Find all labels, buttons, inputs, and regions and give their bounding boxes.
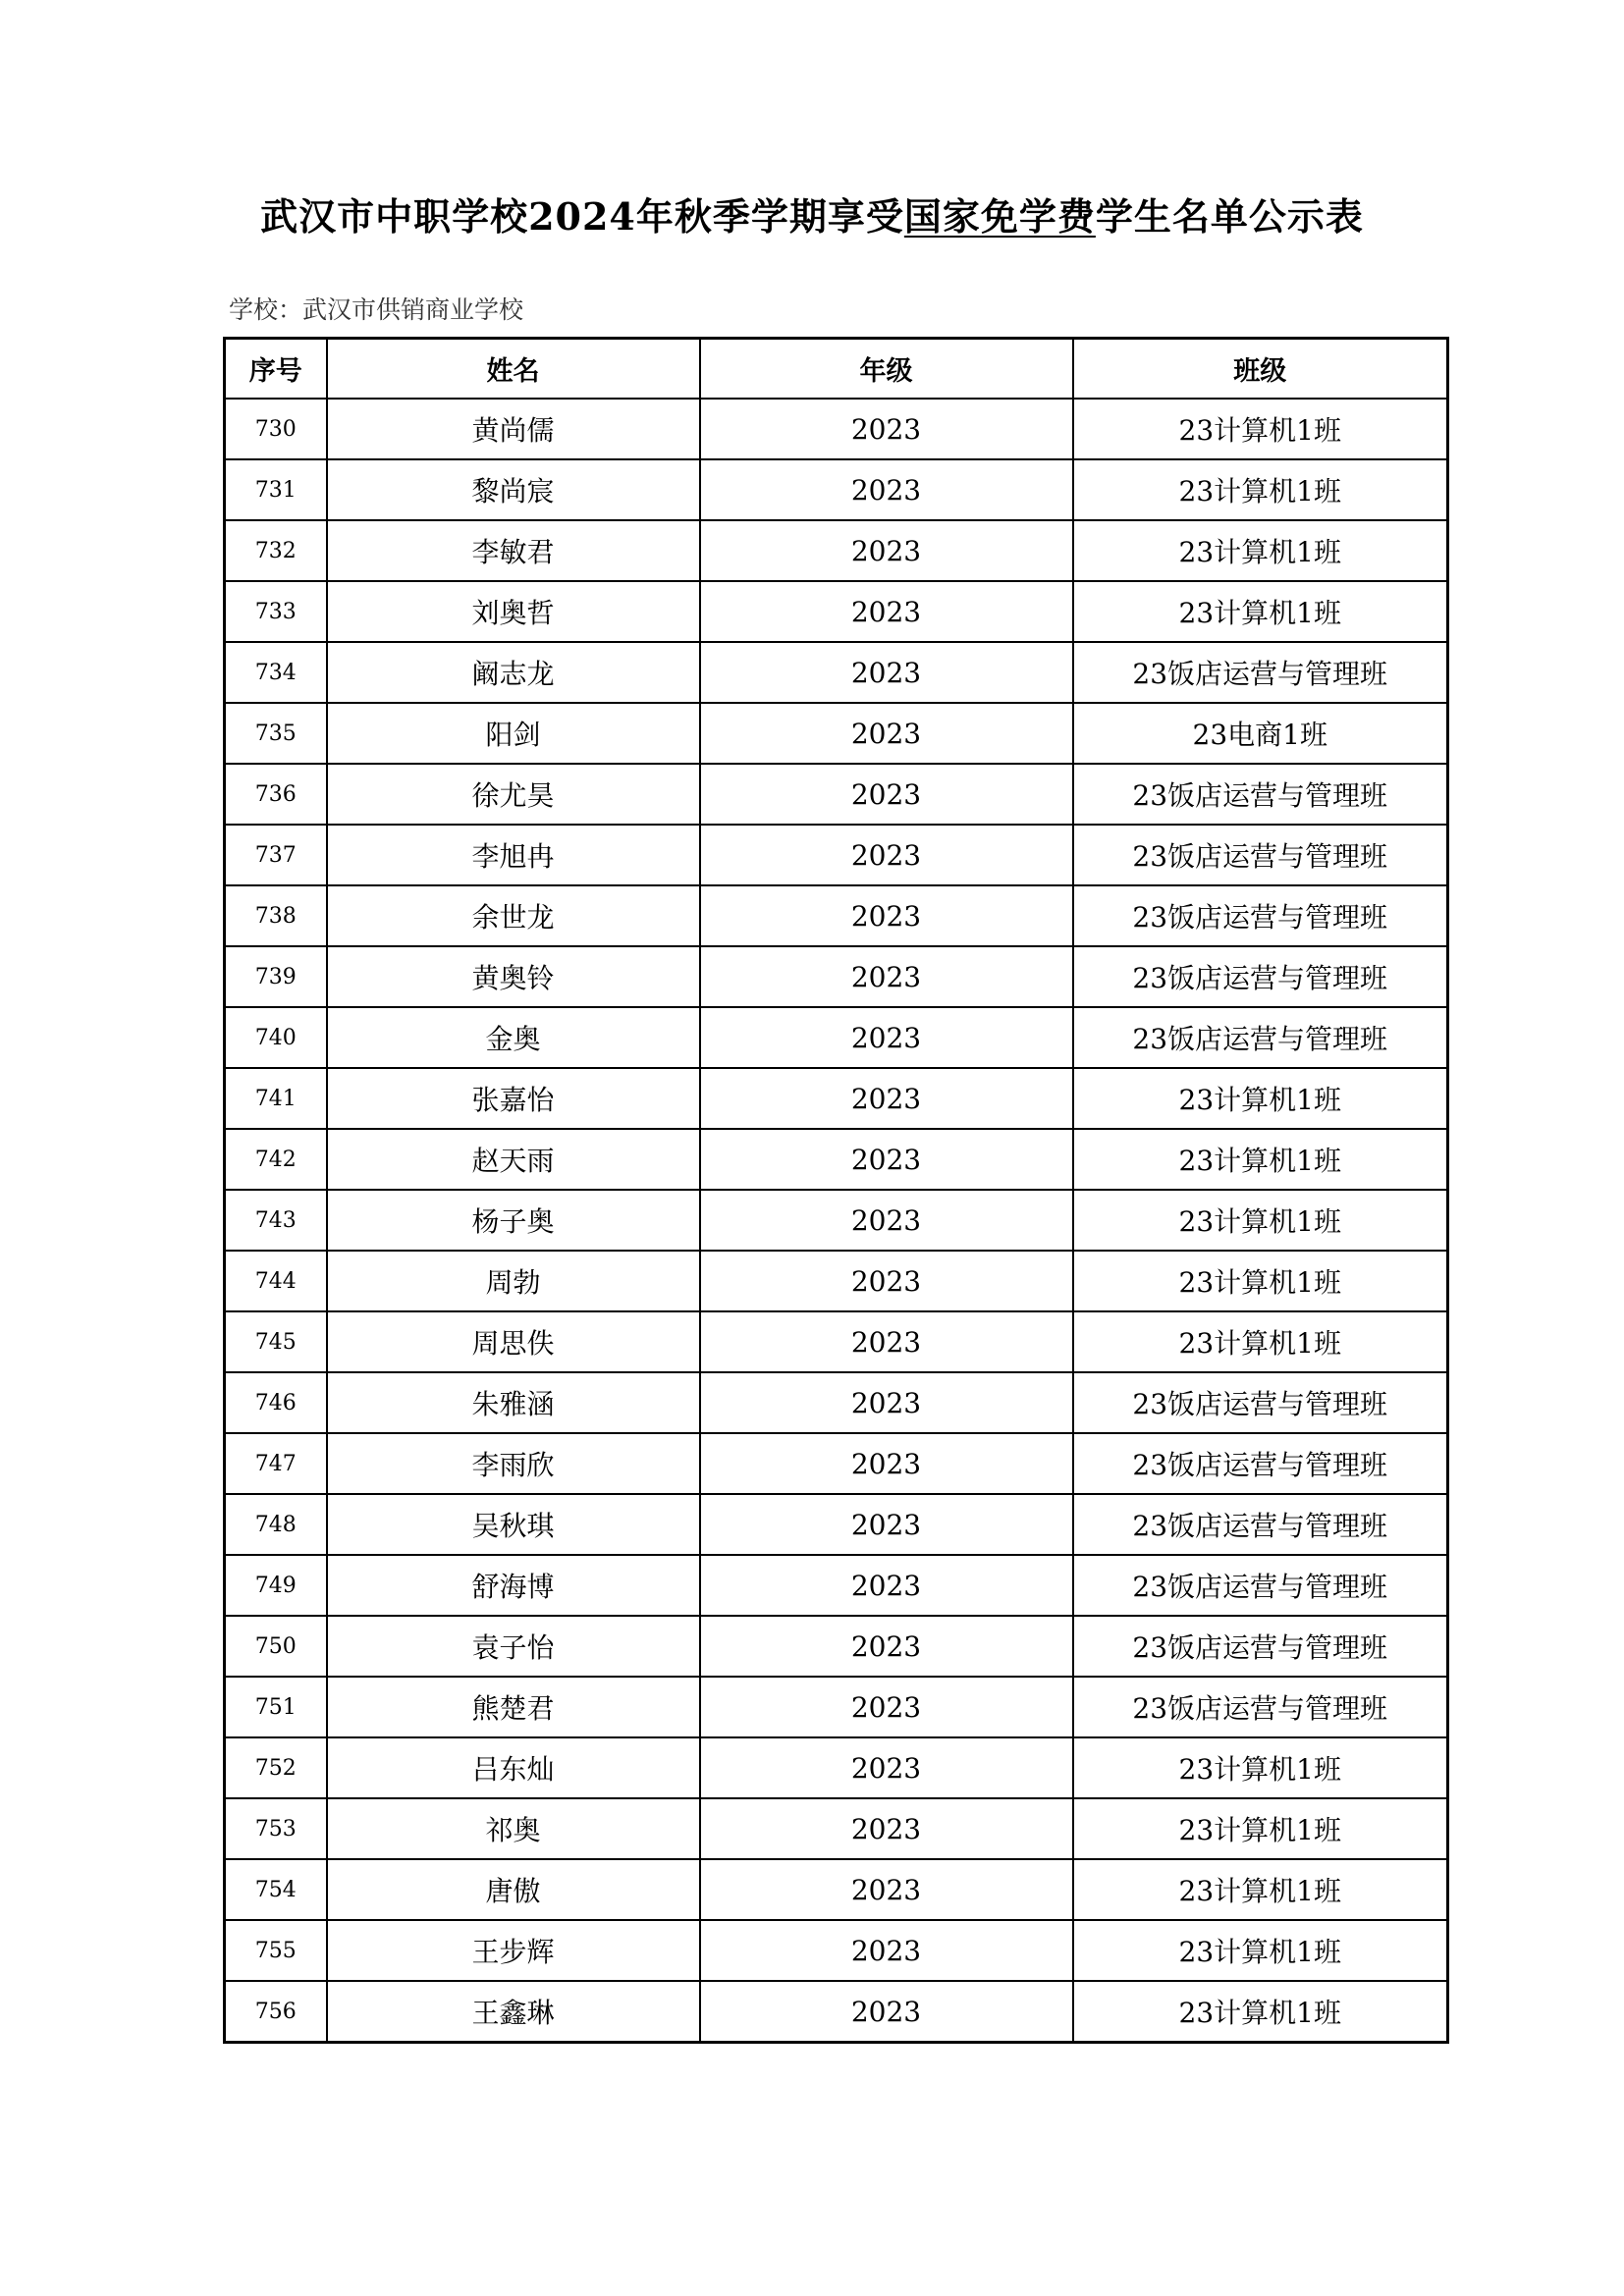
cell-serial-number: 750 [225,1616,327,1677]
cell-student-name: 阚志龙 [327,642,700,703]
table-row [225,1798,1448,1859]
cell-serial-number: 741 [225,1068,327,1129]
cell-serial-number: 748 [225,1494,327,1555]
cell-grade: 2023 [700,1677,1073,1737]
cell-serial-number: 737 [225,825,327,885]
cell-grade: 2023 [700,581,1073,642]
cell-grade: 2023 [700,1494,1073,1555]
cell-student-name: 阳剑 [327,703,700,764]
cell-grade: 2023 [700,459,1073,520]
cell-student-name: 熊楚君 [327,1677,700,1737]
table-row [225,1737,1448,1798]
cell-grade: 2023 [700,764,1073,825]
cell-class: 23饭店运营与管理班 [1073,825,1448,885]
table-row [225,1372,1448,1433]
school-line [229,291,523,326]
cell-grade: 2023 [700,1068,1073,1129]
cell-class: 23计算机1班 [1073,1190,1448,1251]
table-row [225,1068,1448,1129]
cell-student-name: 李敏君 [327,520,700,581]
cell-serial-number: 742 [225,1129,327,1190]
cell-grade: 2023 [700,520,1073,581]
table-row [225,885,1448,946]
cell-student-name: 周勃 [327,1251,700,1311]
cell-student-name: 周思佚 [327,1311,700,1372]
title-highlight: 国家免学费 [903,194,1096,239]
table-row [225,1311,1448,1372]
header-grade: 年级 [700,339,1073,400]
cell-class: 23饭店运营与管理班 [1073,1494,1448,1555]
cell-serial-number: 756 [225,1981,327,2043]
table-row [225,1129,1448,1190]
table-row [225,459,1448,520]
cell-serial-number: 735 [225,703,327,764]
cell-student-name: 黄尚儒 [327,399,700,459]
table-header-row [225,339,1448,400]
cell-student-name: 袁子怡 [327,1616,700,1677]
cell-grade: 2023 [700,1920,1073,1981]
cell-class: 23计算机1班 [1073,459,1448,520]
cell-student-name: 张嘉怡 [327,1068,700,1129]
cell-grade: 2023 [700,1372,1073,1433]
cell-student-name: 王步辉 [327,1920,700,1981]
cell-grade: 2023 [700,1190,1073,1251]
cell-student-name: 刘奥哲 [327,581,700,642]
cell-student-name: 唐傲 [327,1859,700,1920]
cell-class: 23计算机1班 [1073,520,1448,581]
cell-class: 23计算机1班 [1073,1737,1448,1798]
cell-class: 23饭店运营与管理班 [1073,642,1448,703]
table-row [225,1677,1448,1737]
cell-student-name: 余世龙 [327,885,700,946]
table-row [225,1920,1448,1981]
cell-serial-number: 733 [225,581,327,642]
table-row [225,520,1448,581]
table-row [225,1616,1448,1677]
cell-serial-number: 753 [225,1798,327,1859]
cell-student-name: 吕东灿 [327,1737,700,1798]
cell-class: 23饭店运营与管理班 [1073,1007,1448,1068]
cell-class: 23计算机1班 [1073,399,1448,459]
cell-grade: 2023 [700,1555,1073,1616]
table-row [225,825,1448,885]
cell-class: 23饭店运营与管理班 [1073,1555,1448,1616]
cell-serial-number: 747 [225,1433,327,1494]
cell-class: 23饭店运营与管理班 [1073,1616,1448,1677]
cell-class: 23计算机1班 [1073,1129,1448,1190]
cell-student-name: 李旭冉 [327,825,700,885]
cell-serial-number: 746 [225,1372,327,1433]
table-row [225,703,1448,764]
cell-class: 23饭店运营与管理班 [1073,1677,1448,1737]
cell-student-name: 徐尤昊 [327,764,700,825]
cell-grade: 2023 [700,642,1073,703]
cell-serial-number: 730 [225,399,327,459]
header-name: 姓名 [327,339,700,400]
cell-student-name: 金奥 [327,1007,700,1068]
school-label: 学校： [229,295,303,324]
title-suffix: 学生名单公示表 [1095,194,1364,239]
table-row [225,1433,1448,1494]
table-body [225,399,1448,2043]
table-row [225,1555,1448,1616]
cell-serial-number: 736 [225,764,327,825]
cell-serial-number: 740 [225,1007,327,1068]
cell-grade: 2023 [700,1859,1073,1920]
table-row [225,764,1448,825]
cell-student-name: 舒海博 [327,1555,700,1616]
table-row [225,1190,1448,1251]
cell-grade: 2023 [700,946,1073,1007]
table-row [225,1007,1448,1068]
cell-student-name: 杨子奥 [327,1190,700,1251]
cell-class: 23饭店运营与管理班 [1073,764,1448,825]
table-row [225,1494,1448,1555]
cell-class: 23饭店运营与管理班 [1073,885,1448,946]
cell-class: 23饭店运营与管理班 [1073,1433,1448,1494]
student-roster-table [223,337,1449,2044]
school-name: 武汉市供销商业学校 [302,295,524,324]
cell-class: 23计算机1班 [1073,1311,1448,1372]
cell-student-name: 吴秋琪 [327,1494,700,1555]
cell-class: 23计算机1班 [1073,1251,1448,1311]
cell-student-name: 王鑫琳 [327,1981,700,2043]
cell-serial-number: 731 [225,459,327,520]
cell-grade: 2023 [700,1311,1073,1372]
cell-grade: 2023 [700,1251,1073,1311]
cell-grade: 2023 [700,703,1073,764]
cell-student-name: 赵天雨 [327,1129,700,1190]
header-class: 班级 [1073,339,1448,400]
cell-serial-number: 744 [225,1251,327,1311]
table-row [225,399,1448,459]
cell-grade: 2023 [700,1737,1073,1798]
cell-grade: 2023 [700,1129,1073,1190]
cell-student-name: 祁奥 [327,1798,700,1859]
cell-grade: 2023 [700,885,1073,946]
cell-serial-number: 738 [225,885,327,946]
cell-class: 23计算机1班 [1073,1920,1448,1981]
table-row [225,642,1448,703]
table-row [225,946,1448,1007]
title-prefix: 武汉市中职学校2024年秋季学期享受 [260,194,904,239]
cell-serial-number: 739 [225,946,327,1007]
cell-grade: 2023 [700,1616,1073,1677]
cell-serial-number: 743 [225,1190,327,1251]
header-serial-number: 序号 [225,339,327,400]
cell-class: 23计算机1班 [1073,1798,1448,1859]
cell-class: 23计算机1班 [1073,1859,1448,1920]
cell-class: 23计算机1班 [1073,581,1448,642]
cell-serial-number: 751 [225,1677,327,1737]
cell-grade: 2023 [700,1433,1073,1494]
cell-grade: 2023 [700,1798,1073,1859]
cell-grade: 2023 [700,1007,1073,1068]
cell-class: 23饭店运营与管理班 [1073,1372,1448,1433]
table-row [225,1859,1448,1920]
cell-serial-number: 749 [225,1555,327,1616]
table-row [225,1981,1448,2043]
cell-serial-number: 732 [225,520,327,581]
cell-serial-number: 752 [225,1737,327,1798]
cell-class: 23电商1班 [1073,703,1448,764]
page-title [0,187,1624,240]
cell-serial-number: 745 [225,1311,327,1372]
cell-student-name: 黄奥铃 [327,946,700,1007]
cell-serial-number: 755 [225,1920,327,1981]
cell-class: 23计算机1班 [1073,1068,1448,1129]
cell-grade: 2023 [700,399,1073,459]
cell-class: 23计算机1班 [1073,1981,1448,2043]
cell-class: 23饭店运营与管理班 [1073,946,1448,1007]
table-row [225,1251,1448,1311]
cell-grade: 2023 [700,825,1073,885]
cell-student-name: 黎尚宸 [327,459,700,520]
cell-serial-number: 754 [225,1859,327,1920]
cell-student-name: 朱雅涵 [327,1372,700,1433]
cell-grade: 2023 [700,1981,1073,2043]
cell-serial-number: 734 [225,642,327,703]
cell-student-name: 李雨欣 [327,1433,700,1494]
table-row [225,581,1448,642]
